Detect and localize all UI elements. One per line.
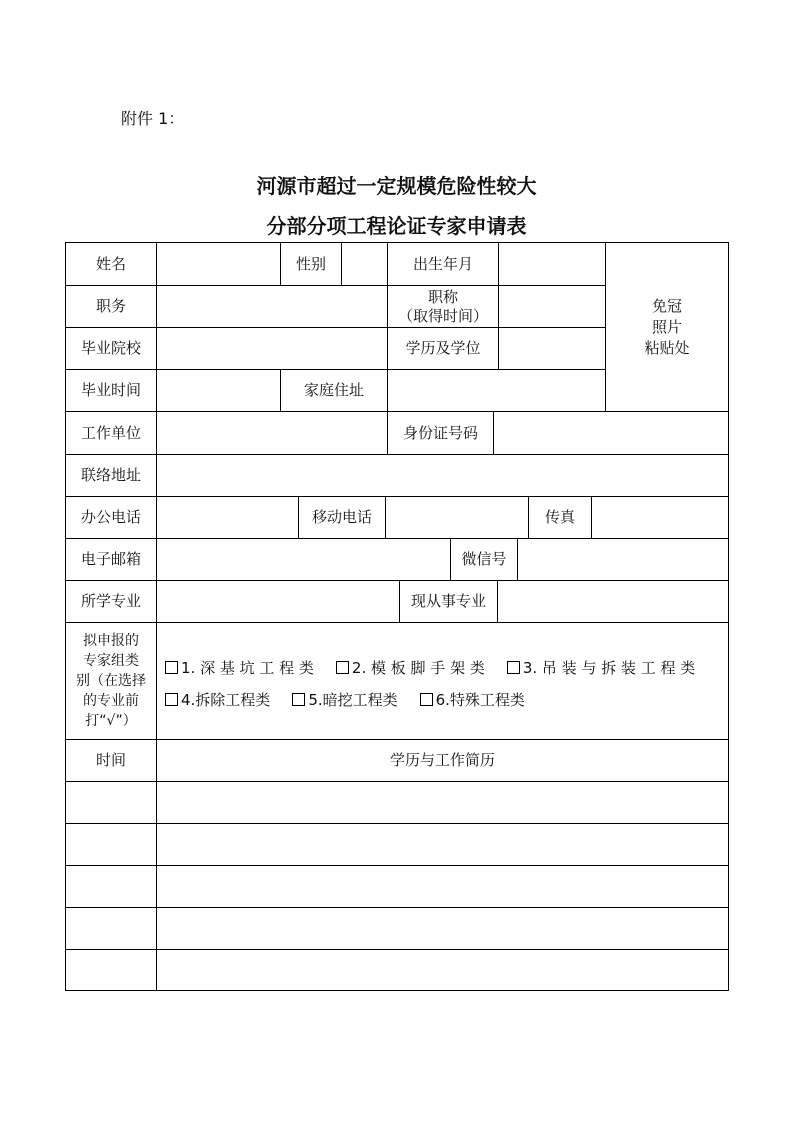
position-field[interactable] <box>157 286 388 327</box>
history-resume-cell[interactable] <box>157 866 728 907</box>
name-label: 姓名 <box>66 243 157 285</box>
form-title-line-1: 河源市超过一定规模危险性较大 <box>256 174 537 198</box>
option-5[interactable]: 5.暗挖工程类 <box>292 691 397 710</box>
grad-time-field[interactable] <box>157 370 281 411</box>
category-options-row-2 <box>165 691 547 710</box>
position-label: 职务 <box>66 286 157 327</box>
row-major <box>65 580 729 622</box>
form-title-line-2: 分部分项工程论证专家申请表 <box>266 214 527 238</box>
history-time-cell[interactable] <box>66 866 157 907</box>
category-label-line: 打“√”） <box>85 713 137 729</box>
category-options <box>157 623 728 739</box>
option-2[interactable]: 2. 模 板 脚 手 架 类 <box>336 659 485 678</box>
title-field[interactable] <box>499 286 606 327</box>
row-employer <box>65 411 729 454</box>
title-label <box>388 286 499 327</box>
history-resume-cell[interactable] <box>157 782 728 823</box>
history-row <box>65 907 729 949</box>
row-history-header <box>65 739 729 781</box>
row-contact-address <box>65 454 729 496</box>
category-options-row-1 <box>165 659 695 678</box>
mobile-label: 移动电话 <box>299 497 386 538</box>
fax-field[interactable] <box>592 497 728 538</box>
checkbox-icon[interactable] <box>420 693 433 706</box>
employer-label: 工作单位 <box>66 412 157 454</box>
photo-label-3: 粘贴处 <box>644 338 690 357</box>
current-major-label: 现从事专业 <box>400 581 498 622</box>
birth-label: 出生年月 <box>388 243 499 285</box>
id-number-field[interactable] <box>494 412 728 454</box>
office-phone-label: 办公电话 <box>66 497 157 538</box>
history-time-cell[interactable] <box>66 782 157 823</box>
checkbox-icon[interactable] <box>336 661 349 674</box>
degree-label: 学历及学位 <box>388 328 499 369</box>
photo-area[interactable] <box>605 242 729 411</box>
history-time-cell[interactable] <box>66 824 157 865</box>
history-row <box>65 781 729 823</box>
checkbox-icon[interactable] <box>165 661 178 674</box>
fax-label: 传真 <box>529 497 592 538</box>
history-row <box>65 823 729 865</box>
history-time-cell[interactable] <box>66 950 157 990</box>
school-label: 毕业院校 <box>66 328 157 369</box>
gender-field[interactable] <box>342 243 388 285</box>
checkbox-icon[interactable] <box>507 661 520 674</box>
row-category <box>65 622 729 739</box>
option-6[interactable]: 6.特殊工程类 <box>420 691 525 710</box>
resume-header: 学历与工作简历 <box>389 751 495 769</box>
degree-field[interactable] <box>499 328 606 369</box>
school-field[interactable] <box>157 328 388 369</box>
category-label-line: 别（在选择 <box>76 673 146 689</box>
history-resume-cell[interactable] <box>157 824 728 865</box>
history-resume-cell[interactable] <box>157 908 728 949</box>
category-label-line: 拟申报的 <box>83 633 139 649</box>
row-phones <box>65 496 729 538</box>
employer-field[interactable] <box>157 412 388 454</box>
contact-address-field[interactable] <box>157 455 728 496</box>
category-label-line: 专家组类 <box>83 653 139 669</box>
option-4[interactable]: 4.拆除工程类 <box>165 691 270 710</box>
table-bottom-border <box>65 990 729 991</box>
address-label: 家庭住址 <box>281 370 388 411</box>
wechat-field[interactable] <box>518 539 728 580</box>
major-label: 所学专业 <box>66 581 157 622</box>
category-label <box>66 623 157 739</box>
attachment-label: 附件 1： <box>121 109 185 128</box>
option-1[interactable]: 1. 深 基 坑 工 程 类 <box>165 659 314 678</box>
photo-label-1: 免冠 <box>651 296 682 315</box>
history-row <box>65 949 729 990</box>
wechat-label: 微信号 <box>451 539 518 580</box>
contact-address-label: 联络地址 <box>66 455 157 496</box>
history-row <box>65 865 729 907</box>
id-number-label: 身份证号码 <box>388 412 494 454</box>
photo-label-2: 照片 <box>651 317 682 336</box>
option-3[interactable]: 3. 吊 装 与 拆 装 工 程 类 <box>507 659 695 678</box>
current-major-field[interactable] <box>498 581 728 622</box>
history-resume-cell[interactable] <box>157 950 728 990</box>
mobile-field[interactable] <box>386 497 529 538</box>
email-field[interactable] <box>157 539 451 580</box>
checkbox-icon[interactable] <box>165 693 178 706</box>
time-header: 时间 <box>66 740 157 781</box>
row-email <box>65 538 729 580</box>
birth-field[interactable] <box>499 243 606 285</box>
category-label-line: 的专业前 <box>83 693 139 709</box>
address-field[interactable] <box>388 370 606 411</box>
major-field[interactable] <box>157 581 400 622</box>
title-label-main: 职称 <box>427 287 458 306</box>
email-label: 电子邮箱 <box>66 539 157 580</box>
gender-label: 性别 <box>281 243 342 285</box>
checkbox-icon[interactable] <box>292 693 305 706</box>
grad-time-label: 毕业时间 <box>66 370 157 411</box>
office-phone-field[interactable] <box>157 497 299 538</box>
title-label-sub: （取得时间） <box>397 306 488 325</box>
history-time-cell[interactable] <box>66 908 157 949</box>
name-field[interactable] <box>157 243 281 285</box>
